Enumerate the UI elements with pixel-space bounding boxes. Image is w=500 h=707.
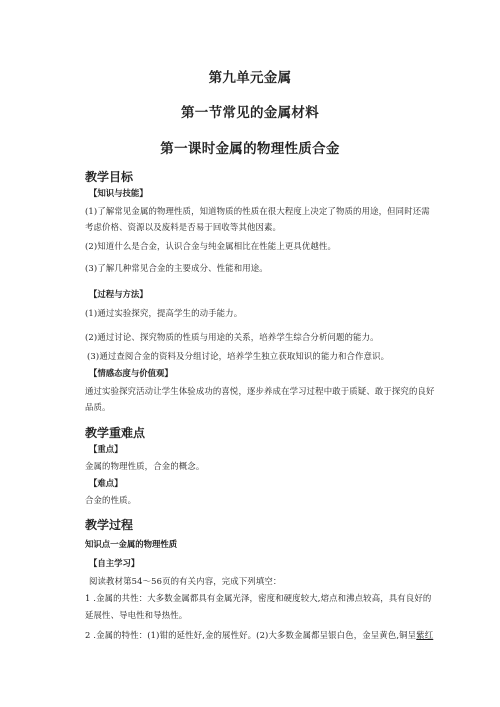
lesson-title: 第一课时金属的物理性质合金 <box>160 141 340 157</box>
knowledge-skills-tag: 【知识与技能】 <box>89 188 148 198</box>
process-method-tag: 【过程与方法】 <box>89 289 148 299</box>
focus-tag: 【重点】 <box>89 444 123 454</box>
focus-text: 金属的物理性质，合金的概念。 <box>85 461 205 471</box>
process-item-3: (3)通过查阅合金的资料及分组讨论，培养学生独立获取知识的能力和合作意识。 <box>87 351 390 361</box>
knowledge-item-1: (1)了解常见金属的物理性质，知道物质的性质在很大程度上决定了物质的用途，但同时还需考虑价格、资源以及废料是否易于回收等其他因素。 <box>85 206 430 232</box>
question-item-2-underlined: 紫红 <box>416 630 434 640</box>
emotion-item-1: 通过实验探究活动让学生体验成功的喜悦，逐步养成在学习过程中敢于质疑、敢于探究的良好品质。 <box>85 386 435 412</box>
reading-instruction: 阅读教材第54～56页的有关内容，完成下列填空： <box>89 576 282 586</box>
difficulty-tag: 【难点】 <box>89 478 123 488</box>
process-heading: 教学过程 <box>85 518 134 532</box>
difficulty-text: 合金的性质。 <box>85 495 137 505</box>
section-title: 第一节常见的金属材料 <box>181 105 319 121</box>
knowledge-item-2: (2)知道什么是合金，认识合金与纯金属相比在性能上更具优越性。 <box>85 241 337 251</box>
self-study-tag: 【自主学习】 <box>89 558 140 568</box>
knowledge-point-1-title: 知识点一金属的物理性质 <box>85 539 178 549</box>
question-item-2-main: 2 .金属的特性：(1)钳的延性好,金的展性好。(2)大多数金属都呈银白色，金呈黄色,铜呈 <box>85 630 417 640</box>
process-item-1: (1)通过实验探究，提高学生的动手能力。 <box>85 308 243 318</box>
unit-title: 第九单元金属 <box>208 70 292 86</box>
question-item-2 <box>85 629 433 641</box>
knowledge-item-3: (3)了解几种常见合金的主要成分、性能和用途。 <box>85 263 268 273</box>
emotion-values-tag: 【情感态度与价值观】 <box>89 368 173 378</box>
objectives-heading: 教学目标 <box>85 170 134 184</box>
process-item-2: (2)通过讨论、探究物质的性质与用途的关系，培养学生综合分析问题的能力。 <box>85 332 379 342</box>
keypoints-heading: 教学重难点 <box>85 426 146 440</box>
question-item-1: 1 .金属的共性：大多数金属都具有金属光泽，密度和硬度较大,熔点和沸点较高，具有良好的延展性、导电性和导热性。 <box>85 593 432 620</box>
